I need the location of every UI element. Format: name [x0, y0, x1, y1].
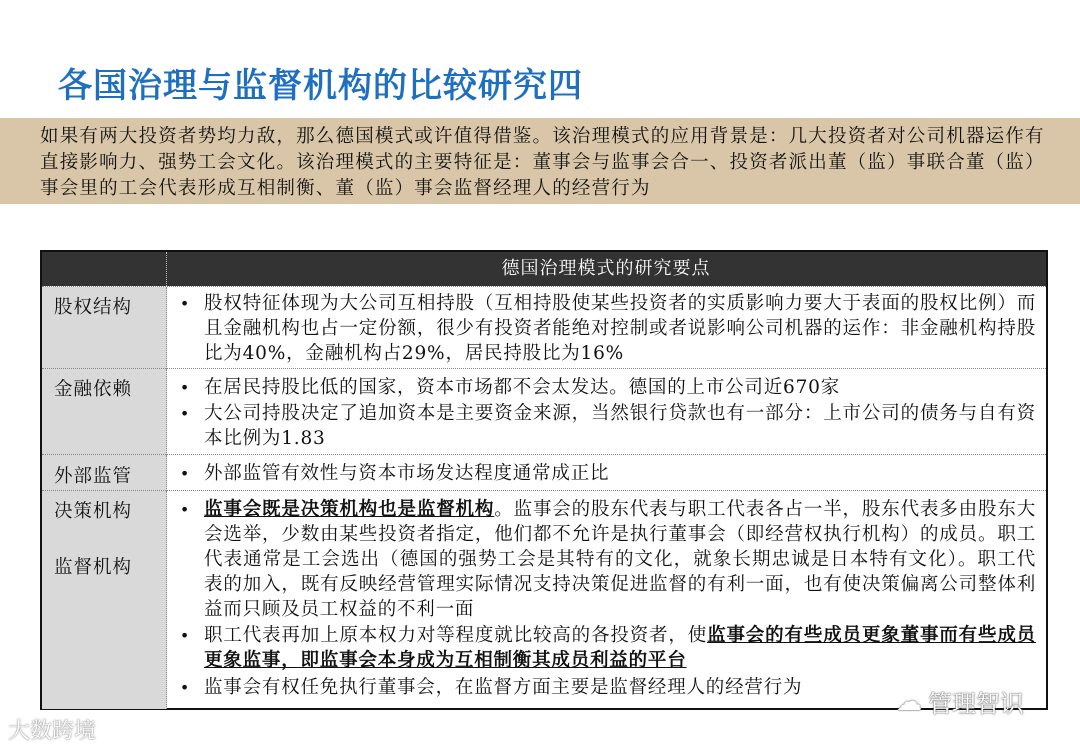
bullet-icon: • [179, 404, 191, 423]
bullet-icon: • [179, 678, 191, 697]
table-row [42, 454, 1046, 491]
bullet-icon: • [179, 378, 191, 397]
row-label: 金融依赖 [54, 379, 133, 400]
row-label: 股权结构 [54, 297, 133, 318]
bullet-icon: • [179, 464, 191, 483]
wechat-icon: ☁ [896, 686, 922, 717]
intro-banner [0, 118, 1080, 204]
table-header-corner [42, 252, 167, 286]
page-title: 各国治理与监督机构的比较研究四 [58, 66, 583, 106]
row-label: 决策机构 [54, 501, 133, 522]
bullet-icon: • [179, 294, 191, 313]
row-label-secondary: 监督机构 [54, 557, 133, 578]
list-item: • 大公司持股决定了追加资本是主要资金来源，当然银行贷款也有一部分：上市公司的债务与自有资本比例为1.83 [174, 401, 1036, 451]
table-row [42, 368, 1046, 455]
intro-text: 如果有两大投资者势均力敌，那么德国模式或许值得借鉴。该治理模式的应用背景是：几大投资者对公司机器运作有直接影响力、强势工会文化。该治理模式的主要特征是：董事会与监事会合一、投资者派出董（监）事联合董（监）事会里的工会代表形成互相制衡、董（监）事会监督经理人的经营行为 [40, 126, 1045, 199]
emphasis-text: 监事会既是决策机构也是监督机构 [204, 499, 495, 520]
table-row [42, 286, 1046, 369]
row-content [166, 491, 1046, 709]
row-label-cell [42, 491, 167, 709]
watermark-right [896, 684, 1024, 719]
table-header [42, 252, 1046, 286]
list-item: • 职工代表再加上原本权力对等程度就比较高的各投资者，使监事会的有些成员更象董事而有些成员更象监事，即监事会本身成为互相制衡其成员利益的平台 [174, 623, 1036, 673]
research-table [40, 250, 1048, 710]
watermark-left: 大数跨境 [8, 719, 97, 744]
list-item: • 在居民持股比低的国家，资本市场都不会太发达。德国的上市公司近670家 [174, 375, 1036, 400]
emphasis-text: 监事会的有些成员更象董事而有些成员更象监事，即监事会本身成为互相制衡其成员利益的平台 [204, 625, 1036, 671]
row-content [166, 287, 1046, 369]
row-label-cell [42, 455, 167, 491]
bullet-icon: • [179, 626, 191, 645]
watermark-right-text: 管理智识 [928, 690, 1024, 718]
row-label-cell [42, 287, 167, 369]
list-item: • 监事会既是决策机构也是监督机构。监事会的股东代表与职工代表各占一半，股东代表多由股东大会选举，少数由某些投资者指定，他们都不允许是执行董事会（即经营权执行机构）的成员。职工代表通常是工会选出（德国的强势工会是其特有的文化，就象长期忠诚是日本特有文化）。职工代表的加入，既有反映经营管理实际情况支持决策促进监督的有利一面，也有使决策偏离公司整体利益而只顾及员工权益的不利一面 [174, 497, 1036, 622]
list-item: • 外部监管有效性与资本市场发达程度通常成正比 [174, 461, 1036, 486]
row-content [166, 455, 1046, 491]
list-item: • 股权特征体现为大公司互相持股（互相持股使某些投资者的实质影响力要大于表面的股权比例）而且金融机构也占一定份额，很少有投资者能绝对控制或者说影响公司机器的运作：非金融机构持股比为40%，金融机构占29%，居民持股比为16% [174, 291, 1036, 366]
table-row [42, 490, 1046, 709]
row-label: 外部监管 [54, 466, 133, 487]
row-content [166, 369, 1046, 455]
bullet-icon: • [179, 500, 191, 519]
row-label-cell [42, 369, 167, 455]
list-item: • 监事会有权任免执行董事会，在监督方面主要是监督经理人的经营行为 [174, 675, 1036, 700]
table-header-title: 德国治理模式的研究要点 [501, 258, 711, 279]
